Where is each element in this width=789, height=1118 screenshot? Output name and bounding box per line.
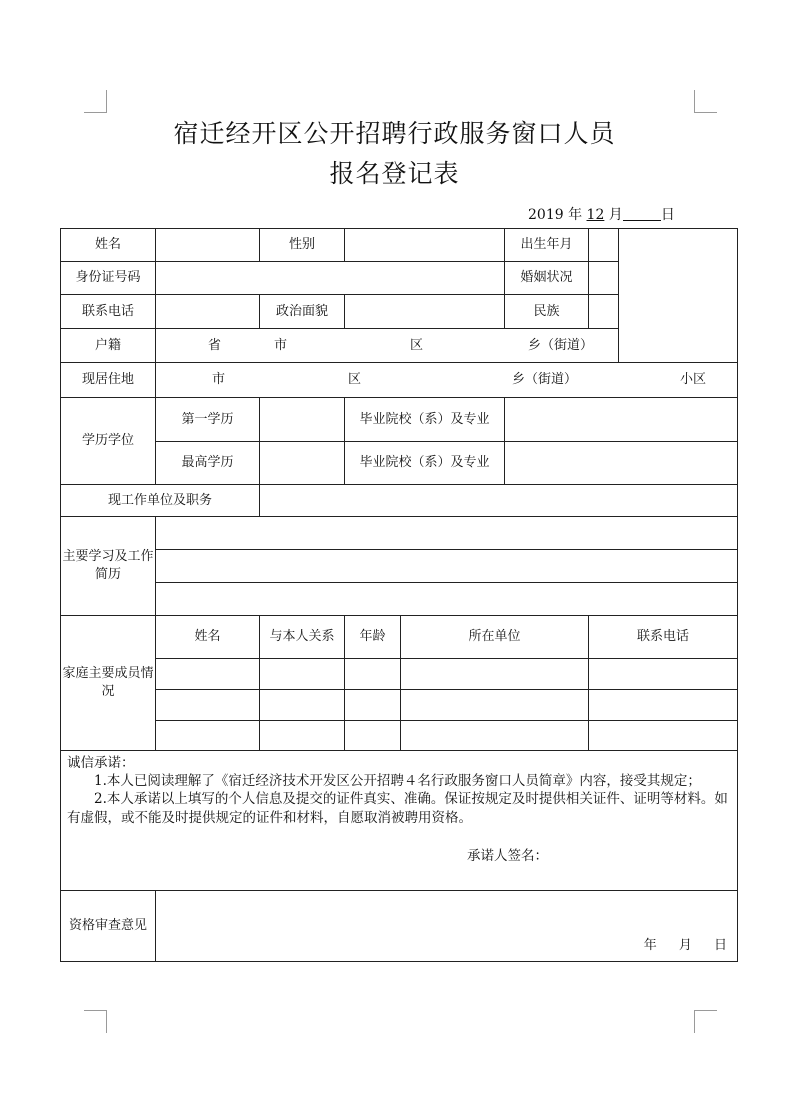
gender-label: 性别 — [260, 229, 345, 262]
hukou-district: 区 — [410, 337, 424, 353]
marital-label: 婚姻状况 — [505, 262, 589, 295]
birth-field[interactable] — [589, 229, 619, 262]
highest-degree-label: 最高学历 — [156, 442, 260, 485]
first-degree-field[interactable] — [260, 398, 345, 442]
promise-item-2: 2.本人承诺以上填写的个人信息及提交的证件真实、准确。保证按规定及时提供相关证件、证明等材料。如有虚假，或不能及时提供规定的证件和材料，自愿取消被聘用资格。 — [67, 791, 728, 826]
promise-signature: 承诺人签名： — [467, 847, 548, 864]
family-cell[interactable] — [260, 690, 345, 721]
review-label: 资格审查意见 — [61, 891, 156, 962]
date-day-label: 日 — [660, 207, 675, 223]
form-date — [528, 204, 675, 224]
family-cell[interactable] — [345, 690, 401, 721]
family-cell[interactable] — [156, 721, 260, 751]
id-number-field[interactable] — [156, 262, 505, 295]
residence-township: 乡（街道） — [512, 372, 578, 388]
review-field[interactable] — [156, 891, 738, 962]
family-cell[interactable] — [345, 659, 401, 690]
date-month-label: 月 — [604, 207, 623, 223]
resume-line[interactable] — [156, 550, 738, 583]
crop-mark-bottom-right — [694, 1010, 717, 1033]
family-header-age: 年龄 — [345, 616, 401, 659]
family-cell[interactable] — [260, 659, 345, 690]
residence-label: 现居住地 — [61, 363, 156, 398]
photo-box[interactable] — [619, 229, 738, 363]
family-header-phone: 联系电话 — [589, 616, 738, 659]
hukou-label: 户籍 — [61, 329, 156, 363]
political-field[interactable] — [345, 295, 505, 329]
family-cell[interactable] — [401, 659, 589, 690]
family-header-workplace: 所在单位 — [401, 616, 589, 659]
first-school-field[interactable] — [505, 398, 738, 442]
id-number-label: 身份证号码 — [61, 262, 156, 295]
hukou-field[interactable] — [156, 329, 619, 363]
residence-field[interactable] — [156, 363, 738, 398]
hukou-province: 省 — [208, 337, 222, 353]
gender-field[interactable] — [345, 229, 505, 262]
political-label: 政治面貌 — [260, 295, 345, 329]
marital-field[interactable] — [589, 262, 619, 295]
date-day-field[interactable] — [623, 206, 661, 221]
hukou-township: 乡（街道） — [528, 337, 594, 353]
education-label: 学历学位 — [61, 398, 156, 485]
workplace-label: 现工作单位及职务 — [61, 485, 260, 517]
family-cell[interactable] — [401, 690, 589, 721]
name-field[interactable] — [156, 229, 260, 262]
resume-line[interactable] — [156, 583, 738, 616]
residence-district: 区 — [348, 372, 362, 388]
page-title: 宿迁经开区公开招聘行政服务窗口人员 — [173, 119, 616, 148]
resume-line[interactable] — [156, 517, 738, 550]
family-cell[interactable] — [260, 721, 345, 751]
crop-mark-top-left — [84, 90, 107, 113]
phone-label: 联系电话 — [61, 295, 156, 329]
family-cell[interactable] — [589, 721, 738, 751]
first-school-label: 毕业院校（系）及专业 — [345, 398, 505, 442]
family-cell[interactable] — [156, 690, 260, 721]
family-label: 家庭主要成员情况 — [61, 616, 156, 751]
workplace-field[interactable] — [260, 485, 738, 517]
crop-mark-bottom-left — [84, 1010, 107, 1033]
resume-label: 主要学习及工作简历 — [61, 517, 156, 616]
family-cell[interactable] — [589, 690, 738, 721]
integrity-promise — [61, 751, 738, 891]
birth-label: 出生年月 — [505, 229, 589, 262]
family-cell[interactable] — [589, 659, 738, 690]
first-degree-label: 第一学历 — [156, 398, 260, 442]
ethnicity-label: 民族 — [505, 295, 589, 329]
residence-community: 小区 — [680, 372, 707, 388]
highest-school-field[interactable] — [505, 442, 738, 485]
highest-school-label: 毕业院校（系）及专业 — [345, 442, 505, 485]
family-header-name: 姓名 — [156, 616, 260, 659]
date-month-value[interactable]: 12 — [586, 207, 605, 223]
review-date: 年 月 日 — [643, 938, 727, 954]
highest-degree-field[interactable] — [260, 442, 345, 485]
ethnicity-field[interactable] — [589, 295, 619, 329]
registration-table — [60, 228, 738, 962]
name-label: 姓名 — [61, 229, 156, 262]
promise-heading: 诚信承诺： — [67, 755, 135, 771]
family-header-relation: 与本人关系 — [260, 616, 345, 659]
phone-field[interactable] — [156, 295, 260, 329]
promise-item-1: 1.本人已阅读理解了《宿迁经济技术开发区公开招聘４名行政服务窗口人员简章》内容，接受其规定； — [94, 773, 701, 790]
family-cell[interactable] — [401, 721, 589, 751]
family-cell[interactable] — [345, 721, 401, 751]
residence-city: 市 — [212, 372, 226, 388]
crop-mark-top-right — [694, 90, 717, 113]
hukou-city: 市 — [274, 337, 288, 353]
family-cell[interactable] — [156, 659, 260, 690]
date-year: 2019 年 — [528, 207, 587, 223]
page-subtitle: 报名登记表 — [329, 159, 460, 188]
